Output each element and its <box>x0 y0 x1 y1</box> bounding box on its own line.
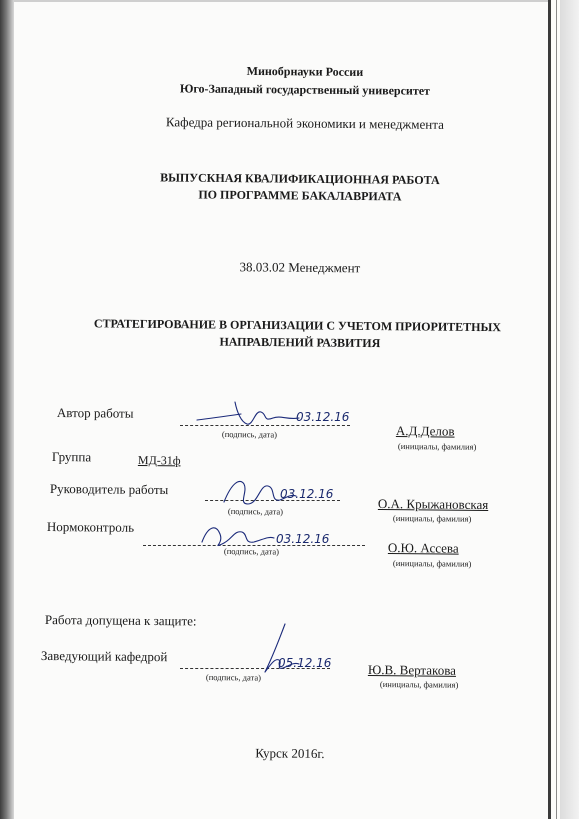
supervisor-name-caption: (инициалы, фамилия) <box>392 513 472 524</box>
topic-line1: СТРАТЕГИРОВАНИЕ В ОРГАНИЗАЦИИ С УЧЕТОМ ПРИОРИТЕТНЫХ <box>93 316 502 335</box>
city-year: Курск 2016г. <box>255 745 325 762</box>
scan-top-edge <box>14 0 548 2</box>
scan-left-edge <box>0 0 14 819</box>
group-label: Группа <box>51 449 92 465</box>
head-date: 05.12.16 <box>278 656 332 670</box>
head-sig-caption: (подпись, дата) <box>205 672 262 683</box>
normcontrol-sig-caption: (подпись, дата) <box>223 546 280 557</box>
normcontrol-name: О.Ю. Ассева <box>387 540 459 556</box>
ministry-title: Минобрнауки России <box>246 63 364 79</box>
author-name-caption: (инициалы, фамилия) <box>397 441 477 452</box>
author-label: Автор работы <box>56 405 134 421</box>
author-sig-caption: (подпись, дата) <box>221 429 278 440</box>
supervisor-sig-caption: (подпись, дата) <box>227 506 284 517</box>
supervisor-name: О.А. Крыжановская <box>377 496 489 513</box>
head-name: Ю.В. Вертакова <box>367 662 457 678</box>
department-title: Кафедра региональной экономики и менеджмента <box>165 114 444 132</box>
normcontrol-name-caption: (инициалы, фамилия) <box>392 558 472 569</box>
normcontrol-date: 03.12.16 <box>276 532 330 546</box>
head-signature <box>245 620 305 680</box>
supervisor-label: Руководитель работы <box>49 481 169 498</box>
scan-right-border-thin <box>556 0 557 819</box>
work-type-line2: ПО ПРОГРАММЕ БАКАЛАВРИАТА <box>198 187 402 204</box>
scan-right-border <box>548 0 551 819</box>
normcontrol-label: Нормоконтроль <box>46 519 135 535</box>
scan-right-shade <box>560 0 579 819</box>
university-title: Юго-Западный государственный университет <box>179 81 431 98</box>
topic-line2: НАПРАВЛЕНИЙ РАЗВИТИЯ <box>219 334 381 351</box>
specialty-code: 38.03.02 Менеджмент <box>239 259 361 276</box>
group-value: МД-31ф <box>137 453 181 468</box>
head-label: Заведующий кафедрой <box>40 648 168 665</box>
author-signature <box>195 398 305 428</box>
author-name: А.Д.Делов <box>395 423 455 439</box>
admission-label: Работа допущена к защите: <box>44 612 197 629</box>
work-type-line1: ВЫПУСКНАЯ КВАЛИФИКАЦИОННАЯ РАБОТА <box>160 170 440 188</box>
author-date: 03.12.16 <box>296 410 350 424</box>
supervisor-date: 03.12.16 <box>280 487 334 501</box>
head-name-caption: (инициалы, фамилия) <box>379 679 459 690</box>
